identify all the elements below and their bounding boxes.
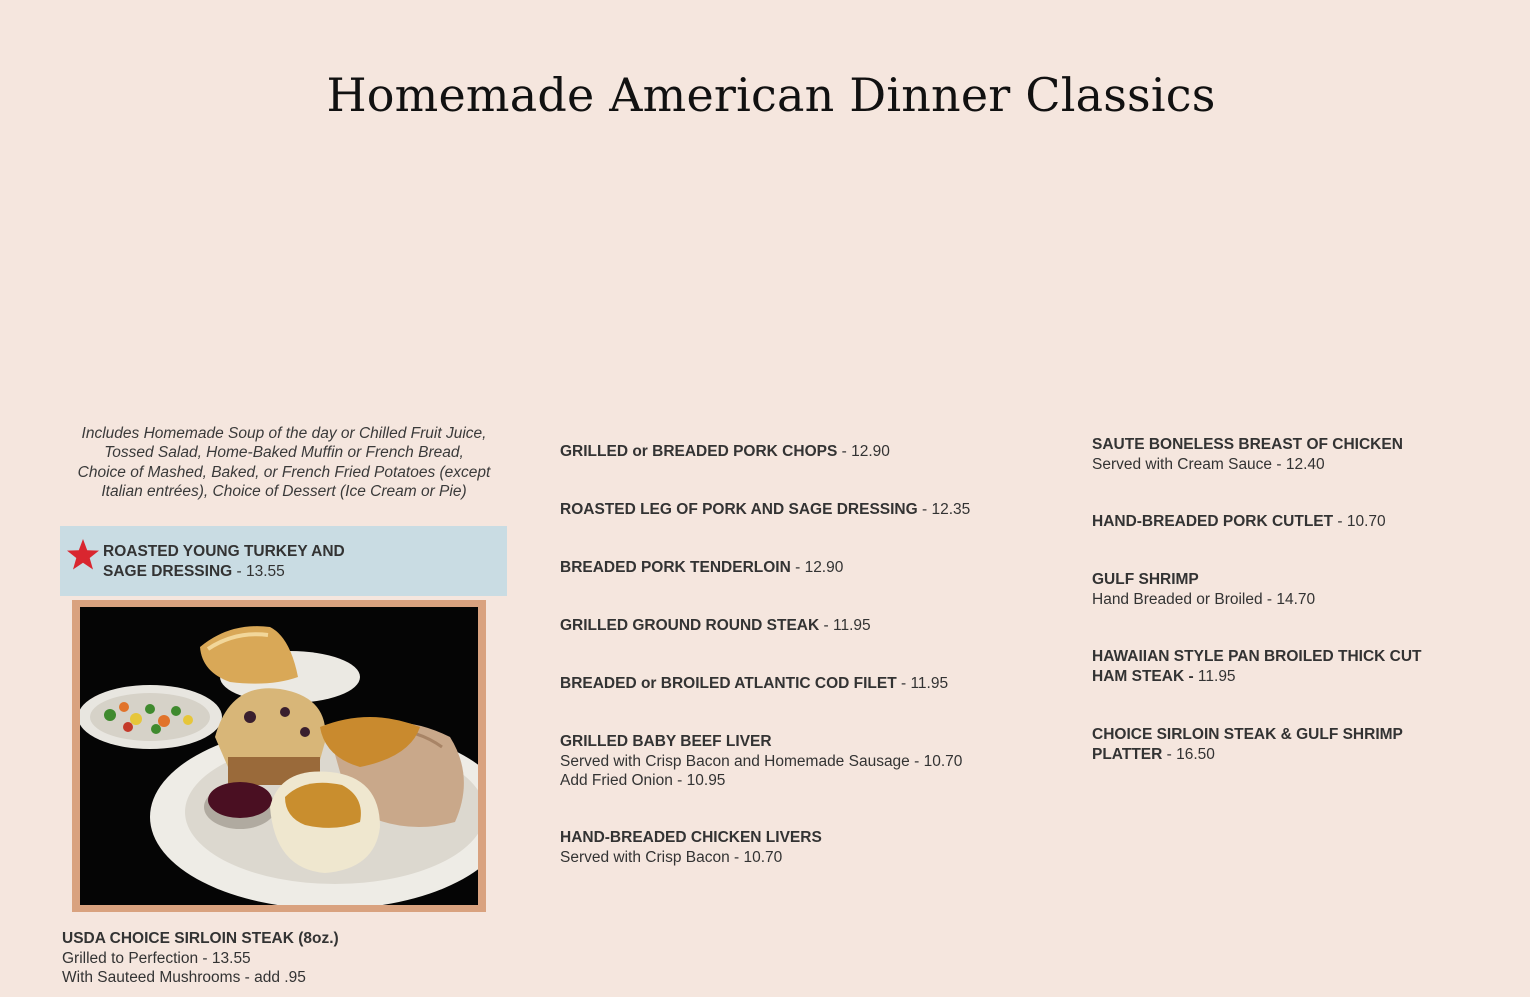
menu-item-name: GULF SHRIMP: [1092, 571, 1199, 588]
menu-item-name: ROASTED LEG OF PORK AND SAGE DRESSING: [560, 501, 918, 518]
menu-item-name: HAND-BREADED PORK CUTLET: [1092, 513, 1334, 530]
menu-item-description: Served with Cream Sauce - 12.40: [1092, 455, 1325, 473]
menu-item: [560, 674, 948, 694]
photo-frame: [72, 600, 486, 912]
intro-line: Tossed Salad, Home-Baked Muffin or French Bread,: [104, 444, 464, 462]
menu-item-name: USDA CHOICE SIRLOIN STEAK (8oz.): [62, 930, 339, 947]
menu-item-name: SAUTE BONELESS BREAST OF CHICKEN: [1092, 436, 1403, 453]
intro-line: Italian entrées), Choice of Dessert (Ice Cream or Pie): [101, 482, 467, 500]
menu-item: [1092, 435, 1403, 474]
menu-item-name: GRILLED or BREADED PORK CHOPS: [560, 443, 838, 460]
intro-line: Includes Homemade Soup of the day or Chilled Fruit Juice,: [81, 425, 487, 442]
menu-item-line: [560, 674, 948, 694]
featured-item-name-line2: SAGE DRESSING: [103, 563, 233, 580]
intro-line: Choice of Mashed, Baked, or French Fried Potatoes (except: [77, 463, 491, 481]
menu-item-description: Grilled to Perfection - 13.55: [62, 949, 251, 967]
menu-item-description: Add Fried Onion - 10.95: [560, 772, 726, 789]
featured-item-name-line1: ROASTED YOUNG TURKEY AND: [103, 543, 345, 560]
menu-item-price: - 16.50: [1162, 745, 1215, 763]
menu-item-description: Served with Crisp Bacon and Homemade Sausage - 10.70: [560, 752, 963, 770]
menu-item-line: [560, 616, 871, 636]
menu-item: [560, 442, 890, 462]
featured-item-text: [103, 542, 345, 582]
menu-item-name: GRILLED GROUND ROUND STEAK: [560, 617, 820, 634]
menu-item: [560, 500, 970, 520]
middle-column: [540, 420, 990, 880]
menu-item-price: 11.95: [1193, 667, 1236, 685]
menu-item-description: Served with Crisp Bacon - 10.70: [560, 848, 783, 866]
menu-item-line: [560, 442, 890, 462]
menu-item: [560, 558, 843, 578]
menu-item-name: PLATTER: [1092, 745, 1163, 763]
menu-item: [1092, 725, 1403, 764]
menu-item-line: [1092, 745, 1403, 765]
featured-item-turkey: [60, 526, 507, 596]
menu-item-price: - 10.70: [1333, 513, 1386, 530]
menu-item-line: [1092, 512, 1386, 532]
menu-item-line: [1092, 667, 1422, 687]
star-icon: [66, 538, 100, 572]
menu-item-line: [560, 558, 843, 578]
menu-item: [560, 616, 871, 636]
featured-item-price: - 13.55: [232, 563, 285, 580]
menu-item-name: BREADED PORK TENDERLOIN: [560, 559, 791, 576]
menu-item-name: HAM STEAK -: [1092, 667, 1194, 685]
page-title: Homemade American Dinner Classics: [326, 68, 1216, 122]
menu-item-name: BREADED or BROILED ATLANTIC COD FILET: [560, 675, 897, 692]
menu-item-price: - 12.35: [917, 501, 971, 518]
menu-item-description: Hand Breaded or Broiled - 14.70: [1092, 590, 1316, 608]
menu-item-name: CHOICE SIRLOIN STEAK & GULF SHRIMP: [1092, 726, 1403, 743]
menu-item: [1092, 647, 1422, 686]
menu-item: [1092, 512, 1386, 532]
menu-item-price: - 12.90: [790, 559, 844, 576]
menu-item: [560, 732, 962, 791]
menu-item-line: [560, 500, 970, 520]
menu-item-sirloin-steak: [62, 929, 339, 988]
featured-item-line2: [103, 562, 345, 582]
menu-item-price: - 11.95: [819, 617, 871, 634]
menu-item-price: - 11.95: [896, 675, 949, 692]
menu-item-price: - 12.90: [837, 443, 890, 460]
menu-item-name: GRILLED BABY BEEF LIVER: [560, 733, 772, 750]
menu-item-name: HAWAIIAN STYLE PAN BROILED THICK CUT: [1092, 648, 1422, 665]
left-column: [58, 420, 510, 997]
menu-item-name: HAND-BREADED CHICKEN LIVERS: [560, 829, 822, 846]
turkey-dinner-plate-photo: [80, 607, 478, 905]
dinner-includes-note: [68, 424, 500, 501]
right-column: [1082, 420, 1482, 790]
menu-item: [560, 828, 822, 867]
menu-item-description: With Sauteed Mushrooms - add .95: [62, 969, 306, 986]
menu-item: [1092, 570, 1315, 609]
